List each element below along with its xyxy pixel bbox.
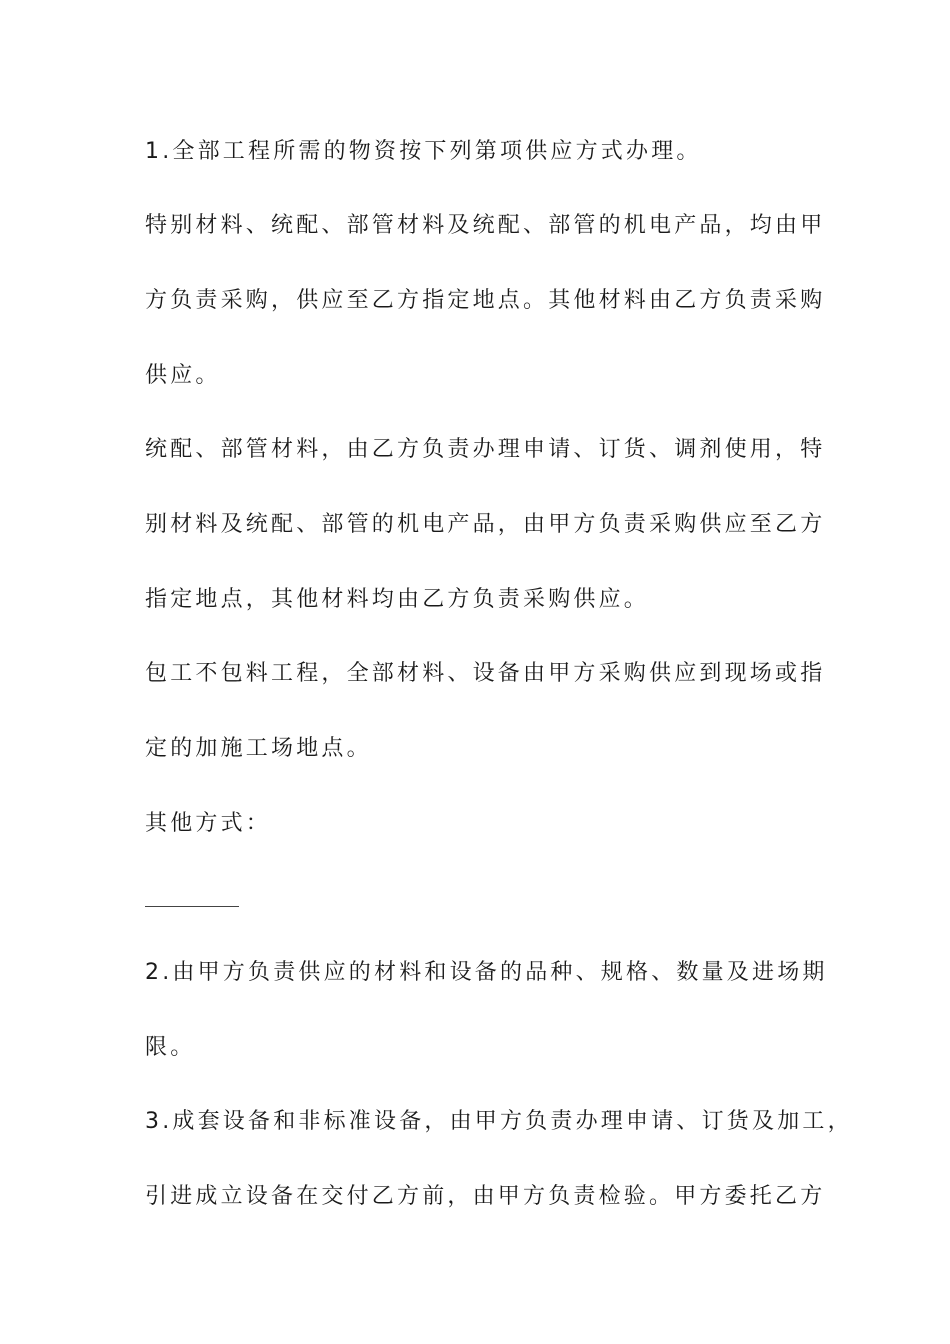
option-d-label: 其他方式：: [145, 811, 272, 836]
option-c-line-1: 包工不包料工程，全部材料、设备由甲方采购供应到现场或指: [145, 661, 826, 686]
option-b-line-1: 统配、部管材料，由乙方负责办理申请、订货、调剂使用，特: [145, 437, 826, 462]
option-c-line-2: 定的加施工场地点。: [145, 736, 372, 761]
paragraph-2-line-2: 限。: [145, 1035, 196, 1060]
fill-in-blank-line: [145, 906, 239, 907]
paragraph-2-line-1: 2.由甲方负责供应的材料和设备的品种、规格、数量及进场期: [145, 960, 828, 985]
option-b-line-3: 指定地点，其他材料均由乙方负责采购供应。: [145, 587, 650, 612]
option-b-line-2: 别材料及统配、部管的机电产品，由甲方负责采购供应至乙方: [145, 512, 826, 537]
paragraph-3-line-2: 引进成立设备在交付乙方前，由甲方负责检验。甲方委托乙方: [145, 1184, 826, 1209]
paragraph-1-line-1: 1.全部工程所需的物资按下列第项供应方式办理。: [145, 139, 702, 164]
option-a-line-3: 供应。: [145, 363, 221, 388]
option-a-line-1: 特别材料、统配、部管材料及统配、部管的机电产品，均由甲: [145, 213, 826, 238]
paragraph-3-line-1: 3.成套设备和非标准设备，由甲方负责办理申请、订货及加工，: [145, 1109, 853, 1134]
option-a-line-2: 方负责采购，供应至乙方指定地点。其他材料由乙方负责采购: [145, 288, 826, 313]
